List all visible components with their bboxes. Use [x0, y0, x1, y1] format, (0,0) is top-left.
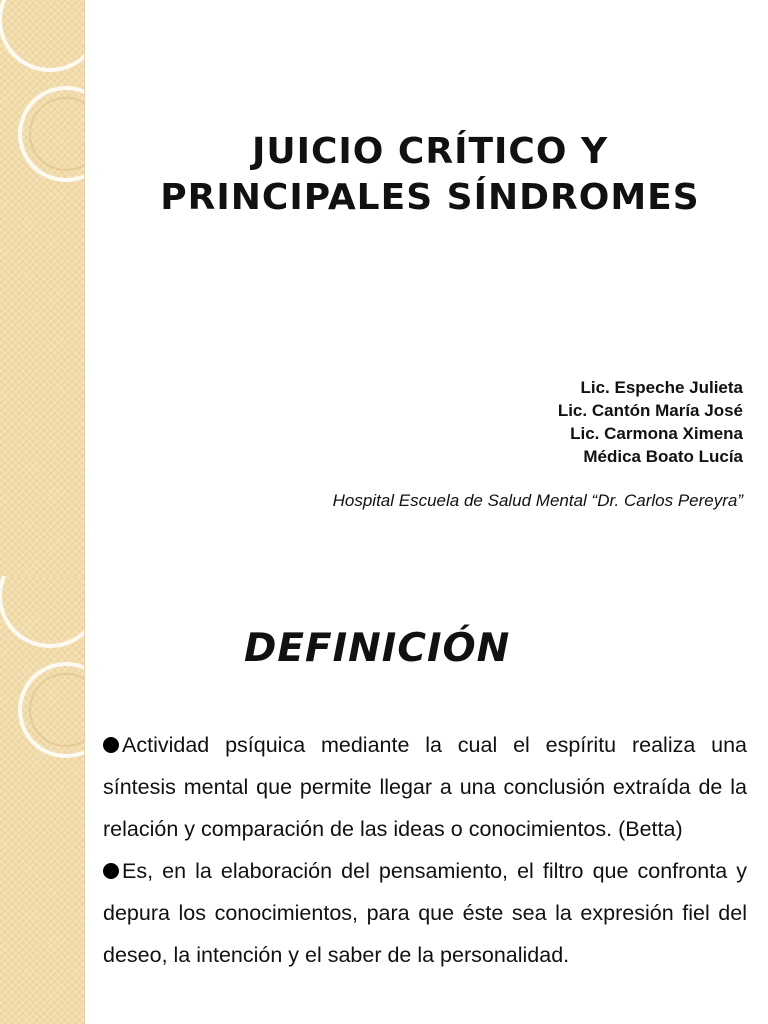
- author-name: Lic. Carmona Ximena: [570, 424, 743, 443]
- definition-bullet-list: [103, 724, 747, 976]
- definition-heading: DEFINICIÓN: [244, 626, 511, 671]
- presentation-title-line-2: PRINCIPALES SÍNDROMES: [160, 177, 700, 218]
- bullet-icon: [103, 863, 119, 879]
- decorative-side-band: [0, 0, 85, 576]
- presentation-title-line-1: JUICIO CRÍTICO Y: [251, 131, 609, 172]
- author-list: [558, 376, 743, 468]
- author-name: Lic. Cantón María José: [557, 401, 743, 420]
- definition-slide: [0, 576, 768, 1024]
- bullet-text: Actividad psíquica mediante la cual el espíritu realiza una síntesis mental que permite llegar a una conclusión extraída de la relación y comparación de las ideas o conocimientos. (Betta): [103, 733, 747, 841]
- decorative-rings-icon: [0, 576, 84, 1024]
- decorative-side-band: [0, 576, 85, 1024]
- decorative-rings-icon: [0, 0, 84, 576]
- author-name: Lic. Espeche Julieta: [580, 378, 743, 397]
- bullet-icon: [103, 737, 119, 753]
- list-item: [103, 850, 747, 976]
- list-item: [103, 724, 747, 850]
- author-name: Médica Boato Lucía: [583, 447, 743, 466]
- institution-name: Hospital Escuela de Salud Mental “Dr. Carlos Pereyra”: [332, 491, 743, 510]
- bullet-text: Es, en la elaboración del pensamiento, el filtro que confronta y depura los conocimientos, para que éste sea la expresión fiel del deseo, la intención y el saber de la personalidad.: [103, 859, 747, 967]
